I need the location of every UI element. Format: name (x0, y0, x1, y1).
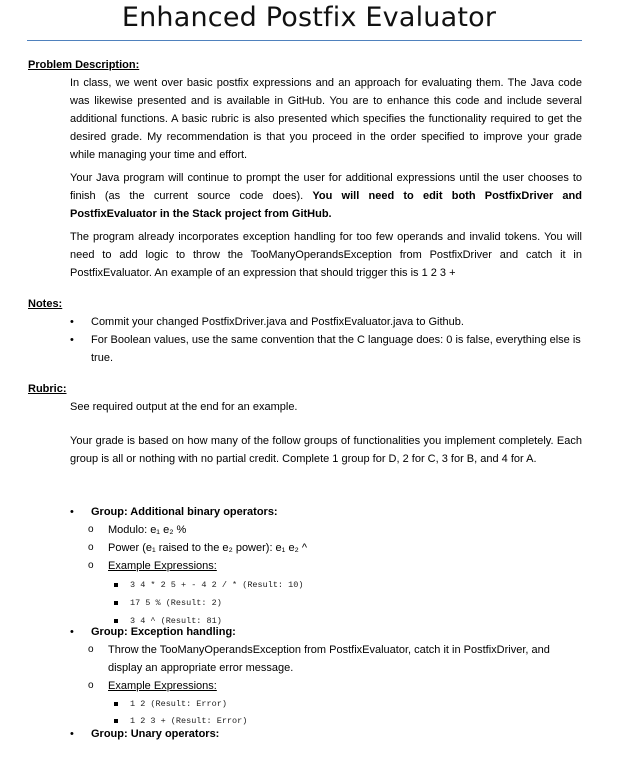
square-bullet-icon (114, 702, 118, 706)
problem-paragraph-1: In class, we went over basic postfix expressions and an approach for evaluating them. The Java code was likewise presented and is available in GitHub. You are to enhance this code and include several additional functions. A basic rubric is also presented which specifies the functionality required to get the desired grade. My recommendation is that you proceed in the order specified to improve your grade while managing your time and effort. (70, 77, 582, 161)
title-divider (27, 40, 582, 41)
problem-paragraph-2 (70, 169, 582, 223)
circle-bullet-icon: o (88, 524, 94, 535)
code-example (70, 596, 582, 611)
code-text: 17 5 % (Result: 2) (130, 598, 222, 608)
note-text: Commit your changed PostfixDriver.java and PostfixEvaluator.java to Github. (91, 316, 464, 328)
examples-label: Example Expressions: (108, 560, 217, 572)
circle-bullet-icon: o (88, 542, 94, 553)
code-example (70, 578, 582, 593)
problem-paragraph-2-text: Your Java program will continue to prompt the user for additional expressions until the user chooses to finish (as the current source code does). (70, 172, 582, 202)
code-example (70, 697, 582, 712)
list-item (70, 539, 582, 557)
square-bullet-icon (114, 719, 118, 723)
list-item (70, 313, 582, 331)
power-text: Power (e₁ raised to the e₂ power): e₁ e₂ ^ (108, 542, 308, 554)
group-title: Group: Unary operators: (91, 728, 220, 740)
square-bullet-icon (114, 583, 118, 587)
list-item (70, 725, 582, 743)
bullet-icon: • (70, 334, 74, 346)
list-item (70, 557, 582, 575)
group-title: Group: Additional binary operators: (91, 506, 278, 518)
group2-details (70, 641, 582, 729)
rubric-groups-3 (70, 725, 582, 743)
notes-heading: Notes: (28, 298, 63, 310)
list-item (70, 503, 582, 521)
rubric-groups (70, 503, 582, 521)
page-title: Enhanced Postfix Evaluator (121, 2, 497, 33)
rubric-heading: Rubric: (28, 383, 67, 395)
list-item (70, 641, 582, 677)
rubric-groups-2 (70, 623, 582, 641)
bullet-icon: • (70, 728, 74, 740)
list-item (70, 331, 582, 367)
square-bullet-icon (114, 601, 118, 605)
examples-label: Example Expressions: (108, 680, 217, 692)
note-text: For Boolean values, use the same convention that the C language does: 0 is false, everything else is true. (91, 334, 581, 364)
problem-paragraph-3: The program already incorporates exception handling for too few operands and invalid tokens. You will need to add logic to throw the TooManyOperandsException from PostfixDriver and catch it in PostfixEvaluator. An example of an expression that should trigger this is 1 2 3 + (70, 231, 582, 279)
code-text: 1 2 (Result: Error) (130, 699, 227, 709)
group-title: Group: Exception handling: (91, 626, 236, 638)
problem-heading: Problem Description: (28, 59, 140, 71)
list-item (70, 677, 582, 695)
group1-details (70, 521, 582, 629)
modulo-text: Modulo: e₁ e₂ % (108, 524, 187, 536)
exception-text: Throw the TooManyOperandsException from PostfixEvaluator, catch it in PostfixDriver, and display an appropriate error message. (108, 644, 550, 674)
list-item (70, 623, 582, 641)
bullet-icon: • (70, 506, 74, 518)
circle-bullet-icon: o (88, 644, 94, 655)
code-text: 3 4 * 2 5 + - 4 2 / * (Result: 10) (130, 580, 304, 590)
bullet-icon: • (70, 626, 74, 638)
code-text: 1 2 3 + (Result: Error) (130, 716, 248, 726)
notes-list (70, 313, 582, 367)
bullet-icon: • (70, 316, 74, 328)
rubric-paragraph-2: Your grade is based on how many of the follow groups of functionalities you implement completely. Each group is all or nothing with no partial credit. Complete 1 group for D, 2 for C, 3 for B, and 4 for A. (70, 435, 582, 465)
list-item (70, 521, 582, 539)
rubric-paragraph-1: See required output at the end for an example. (70, 401, 298, 413)
circle-bullet-icon: o (88, 680, 94, 691)
problem-paragraph-2-bold: You will need to edit both PostfixDriver and PostfixEvaluator in the Stack project from GitHub. (70, 190, 582, 220)
code-text: 3 4 ^ (Result: 81) (130, 616, 222, 626)
circle-bullet-icon: o (88, 560, 94, 571)
